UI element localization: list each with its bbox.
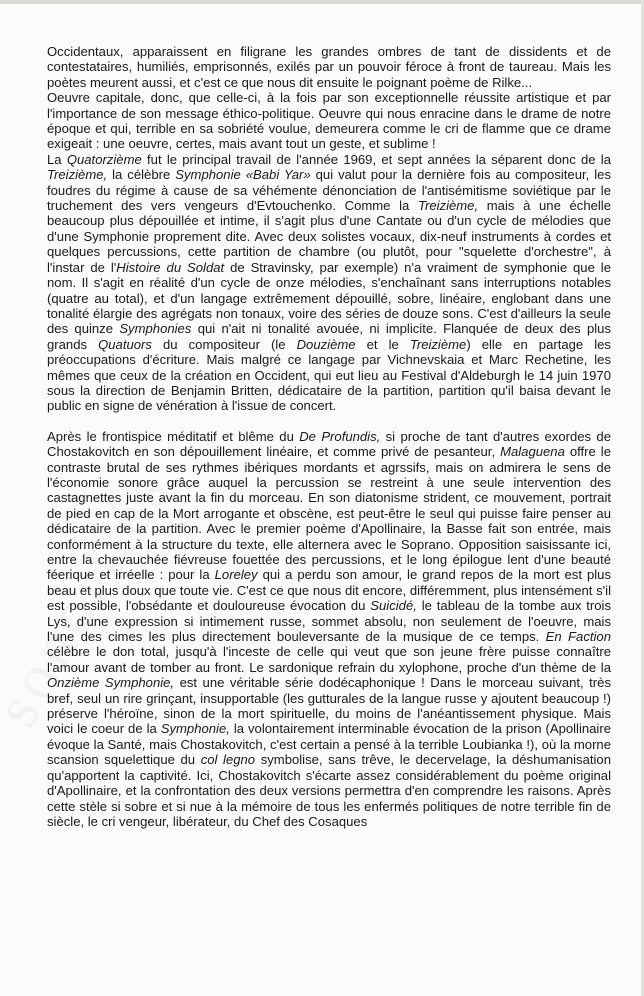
italic-title: De Profundis,	[299, 428, 381, 444]
italic-title: Malaguena	[500, 444, 565, 460]
italic-title: Symphonie «Babi Yar»	[175, 167, 311, 183]
text-run: le tableau de la tombe aux trois Lys, d'une expression si intimement russe, sommet absolu, non seulement de l'oeuvre, mais l'une des cimes les plus directement bouleversante de la musique de ce temps.	[47, 598, 611, 645]
text-run: la volontairement interminable évocation de la prison (Apollinaire évoque la Santé, mais Chostakovitch, c'est certain a pensé à la terrible Loubianka !), où la morne scansion squelettique du	[47, 721, 611, 768]
paragraph	[47, 152, 611, 414]
text-run: qui a perdu son amour, le grand repos de la mort est plus beau et plus doux que toute vie. C'est ce que nous dit encore, différemment, plus intensément s'il est possible, l'obsédante et douloureuse évocation du	[47, 567, 611, 614]
paragraph	[47, 44, 611, 90]
italic-title: Quatorzième	[66, 151, 142, 167]
text-run: qui n'ait ni tonalité avouée, ni implicite. Flanquée de deux des plus grands	[47, 321, 611, 352]
italic-title: Onzième Symphonie,	[47, 675, 175, 691]
italic-title: Loreley	[214, 567, 258, 583]
text-run: Occidentaux, apparaissent en filigrane les grandes ombres de tant de dissidents et de contestataires, humiliés, emprisonnés, exilés par un pouvoir féroce à front de taureau. Mais les poètes meurent aussi, et c'est ce que nous dit ensuite le poignant poème de Rilke...	[47, 44, 611, 90]
text-run: et le	[355, 336, 410, 352]
text-run: Oeuvre capitale, donc, que celle-ci, à la fois par son exceptionnelle réussite artistique et par l'importance de son message éthico-politique. Oeuvre qui nous enracine dans le drame de notre époque et qui, terrible en sa sobriété voulue, demeurera comme le cri de flamme que ce drame exigeait : une oeuvre, certes, mais avant tout un geste, et sublime !	[47, 90, 611, 152]
text-run: Après le frontispice méditatif et blême du	[47, 428, 300, 444]
text-run: est une véritable série dodécaphonique ! Dans le morceau suivant, très bref, seul un rire grinçant, insupportable (les gutturales de la langue russe y ajoutent beaucoup !) préserve l'héroïne, sinon de la mort spirituelle, du moins de l'anéantissement physique. Mais voici le coeur de la	[47, 675, 611, 737]
italic-title: Treizième,	[417, 198, 479, 214]
text-run: célèbre le don total, jusqu'à l'inceste de celle qui veut que son jeune frère puisse connaître l'amour avant de tomber au front. Le sardonique refrain du xylophone, proche d'un thème de la	[47, 644, 611, 675]
italic-title: Symphonie,	[160, 721, 230, 737]
italic-title: Treizième	[409, 336, 467, 352]
italic-title: Suicidé,	[370, 598, 417, 614]
text-run: si proche de tant d'autres exordes de Chostakovitch en son dépouillement linéaire, et comme privé de pesanteur,	[47, 428, 612, 460]
page-top-edge	[0, 0, 644, 4]
body-text	[47, 44, 611, 829]
italic-title: Treizième,	[47, 167, 108, 183]
italic-title: col legno	[200, 752, 256, 768]
text-run: mais à une échelle beaucoup plus dépouillée et intime, il s'agit plus d'une Cantate ou d'un cycle de mélodies que d'une Symphonie proprement dite. Avec deux solistes vocaux, dix-neuf instruments à cordes et quelques percussions, cette partition de chambre (ou plutôt, pour "squelette d'orchestre", à l'instar de l'	[47, 198, 611, 275]
text-run: du compositeur (le	[151, 336, 297, 352]
text-run: fut le principal travail de l'année 1969, et sept années la séparent donc de la	[141, 151, 611, 167]
text-run: La	[47, 151, 67, 167]
text-run: de Stravinsky, par exemple) n'a vraiment de symphonie que le nom. Il s'agit en réalité d'un cycle de onze mélodies, s'enchaînant sans interruptions notables (quatre au total), et d'un langage extrêmement dépouillé, sobre, linéaire, englobant dans une tonalité élargie des agrégats non tonaux, voire des séries de douze sons. C'est d'ailleurs la seule des quinze	[47, 259, 611, 337]
text-run: ) elle en partage les préoccupations d'écriture. Mais malgré ce langage par Vichnevskaia et Marc Rechetine, les mêmes que ceux de la création en Occident, qui eut lieu au Festival d'Aldeburgh le 14 juin 1970 sous la direction de Benjamin Britten, dédicataire de la partition, partition qu'il baisa devant le public en signe de vénération à l'issue de concert.	[47, 336, 611, 414]
italic-title: En Faction	[545, 629, 611, 645]
text-run: la célèbre	[107, 167, 176, 183]
text-run: qui valut pour la dernière fois au compositeur, les foudres du régime à cause de sa véhémente dénonciation de l'antisémitisme soviétique par le truchement des vers vengeurs d'Evtouchenko. Comme la	[47, 167, 611, 214]
text-run: offre le contraste brutal de ses rythmes ibériques mordants et agrssifs, mais on admirera le sens de l'économie sonore grâce auquel la percussion se restreint à une seule intervention des castagnettes juste avant la fin du morceau. En son diatonisme strident, ce mouvement, portrait de pied en cap de la Mort arrogante et obscène, est peut-être le seul qui puisse faire penser au dédicataire de la partition. Avec le premier poème d'Apollinaire, la Basse fait son entrée, mais conformément à la structure du texte, elle alternera avec le Soprano. Opposition saisissante ici, entre la chevauchée fiévreuse fouettée des percussions, et le long épilogue lent d'une beauté féerique et irréelle : pour la	[47, 444, 611, 583]
paragraph	[47, 90, 611, 152]
text-run: symbolise, sans trêve, le decervelage, la déshumanisation qu'apportent la captivité. Ici, Chostakovitch s'écarte assez considérablement du poème original d'Apollinaire, et la confrontation des deux versions permettra d'en comprendre les raisons. Après cette stèle si sobre et si nue à la mémoire de tous les enfermés politiques de notre terrible fin de siècle, le cri vengeur, libérateur, du Chef des Cosaques	[47, 752, 611, 829]
italic-title: Symphonies	[119, 321, 192, 337]
italic-title: Quatuors	[98, 336, 152, 352]
italic-title: Histoire du Soldat	[116, 259, 225, 275]
italic-title: Douzième	[296, 336, 356, 352]
paragraph	[47, 429, 611, 830]
